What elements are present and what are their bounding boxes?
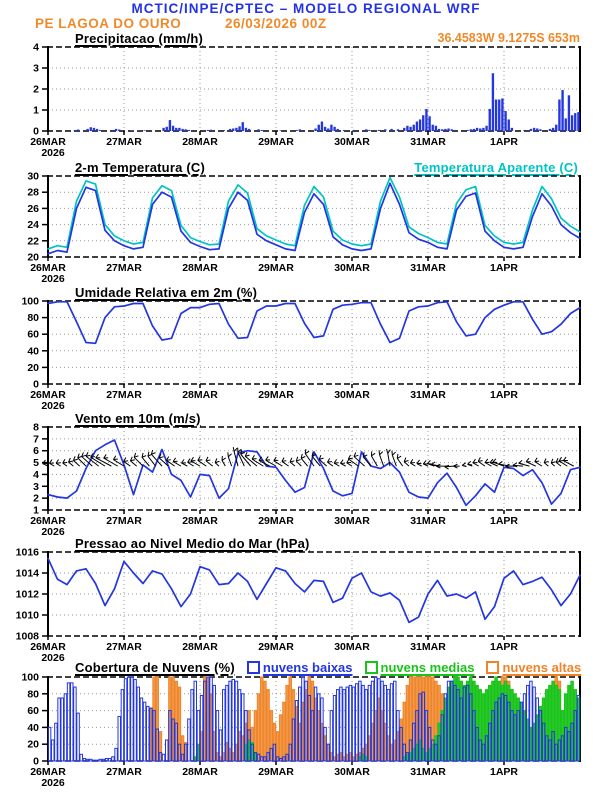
svg-text:7: 7 [33,433,39,446]
svg-text:4: 4 [33,41,39,54]
legend-label-low-clouds: nuvens baixas [262,660,353,675]
svg-text:5: 5 [33,457,39,470]
svg-text:1APR: 1APR [489,262,519,274]
svg-text:31MAR: 31MAR [410,515,446,527]
temperature-title: 2-m Temperatura (C) [75,160,205,175]
low-clouds-swatch-icon [247,661,260,674]
svg-text:31MAR: 31MAR [410,766,446,778]
svg-text:20: 20 [27,361,39,374]
humidity-chart [0,295,612,412]
svg-text:30MAR: 30MAR [334,136,370,148]
svg-text:24: 24 [27,219,39,232]
svg-text:28: 28 [27,186,39,199]
svg-text:28MAR: 28MAR [182,136,218,148]
svg-text:100: 100 [21,671,39,684]
svg-text:1APR: 1APR [489,766,519,778]
svg-text:28MAR: 28MAR [182,766,218,778]
svg-text:27MAR: 27MAR [106,766,142,778]
apparent-temperature-title: Temperatura Aparente (C) [414,160,578,175]
legend-label-mid-clouds: nuvens medias [380,660,475,675]
svg-text:28MAR: 28MAR [182,262,218,274]
svg-text:2: 2 [33,83,39,96]
svg-text:60: 60 [27,328,39,341]
svg-text:26MAR: 26MAR [30,766,66,778]
svg-text:1: 1 [33,104,39,117]
svg-text:0: 0 [33,378,39,391]
svg-text:40: 40 [27,721,39,734]
precipitation-chart [0,41,612,159]
svg-text:27MAR: 27MAR [106,515,142,527]
station-name: PE LAGOA DO OURO [35,16,182,31]
svg-text:31MAR: 31MAR [410,389,446,401]
svg-text:6: 6 [33,445,39,458]
svg-text:1014: 1014 [15,567,39,580]
svg-text:2026: 2026 [41,400,65,412]
svg-text:3: 3 [33,480,39,493]
legend-item-high-clouds [486,660,581,675]
svg-text:1APR: 1APR [489,515,519,527]
svg-text:31MAR: 31MAR [410,136,446,148]
svg-text:80: 80 [27,688,39,701]
svg-text:20: 20 [27,738,39,751]
svg-text:29MAR: 29MAR [258,766,294,778]
legend-label-high-clouds: nuvens altas [502,660,582,675]
svg-text:100: 100 [21,295,39,308]
svg-text:1APR: 1APR [489,641,519,653]
svg-text:29MAR: 29MAR [258,136,294,148]
svg-text:30MAR: 30MAR [334,766,370,778]
cloud-cover-title: Cobertura de Nuvens (%) [75,660,235,675]
svg-text:29MAR: 29MAR [258,389,294,401]
svg-text:28MAR: 28MAR [182,389,218,401]
pressure-title: Pressao ao Nivel Medio do Mar (hPa) [75,536,310,551]
svg-text:27MAR: 27MAR [106,641,142,653]
model-title: MCTIC/INPE/CPTEC – MODELO REGIONAL WRF [131,1,481,16]
svg-text:26MAR: 26MAR [30,389,66,401]
svg-text:31MAR: 31MAR [410,641,446,653]
svg-text:3: 3 [33,62,39,75]
svg-text:2: 2 [33,492,39,505]
svg-text:26: 26 [27,202,39,215]
svg-text:2026: 2026 [41,526,65,538]
svg-text:28MAR: 28MAR [182,515,218,527]
svg-text:2026: 2026 [41,777,65,789]
svg-text:20: 20 [27,251,39,264]
svg-text:30: 30 [27,170,39,183]
high-clouds-swatch-icon [486,661,499,674]
svg-text:30MAR: 30MAR [334,641,370,653]
svg-text:31MAR: 31MAR [410,262,446,274]
svg-text:26MAR: 26MAR [30,515,66,527]
station-coords: 36.4583W 9.1275S 653m [437,31,580,45]
mid-clouds-swatch-icon [365,661,378,674]
cloud-cover-chart [0,671,612,789]
pressure-chart [0,546,612,664]
svg-text:60: 60 [27,705,39,718]
svg-text:1012: 1012 [15,588,39,601]
svg-text:27MAR: 27MAR [106,389,142,401]
humidity-title: Umidade Relativa em 2m (%) [75,285,258,300]
cloud-legend [75,660,581,675]
svg-text:29MAR: 29MAR [258,641,294,653]
svg-text:22: 22 [27,235,39,248]
svg-text:26MAR: 26MAR [30,641,66,653]
svg-text:29MAR: 29MAR [258,262,294,274]
wind-title: Vento em 10m (m/s) [75,411,201,426]
svg-text:8: 8 [33,421,39,434]
svg-text:1APR: 1APR [489,389,519,401]
run-datetime: 26/03/2026 00Z [225,16,327,31]
svg-text:27MAR: 27MAR [106,262,142,274]
svg-text:30MAR: 30MAR [334,515,370,527]
svg-text:30MAR: 30MAR [334,389,370,401]
wind-chart [0,421,612,538]
svg-text:2026: 2026 [41,273,65,285]
svg-text:2026: 2026 [41,652,65,664]
svg-text:80: 80 [27,312,39,325]
svg-text:1: 1 [33,504,39,517]
svg-text:1010: 1010 [15,609,39,622]
svg-text:2026: 2026 [41,147,65,159]
svg-text:1008: 1008 [15,630,39,643]
precipitation-title: Precipitacao (mm/h) [75,31,204,46]
svg-text:1016: 1016 [15,546,39,559]
svg-text:1APR: 1APR [489,136,519,148]
svg-text:0: 0 [33,125,39,138]
svg-text:27MAR: 27MAR [106,136,142,148]
legend-item-mid-clouds [365,660,475,675]
svg-text:26MAR: 26MAR [30,136,66,148]
svg-text:40: 40 [27,345,39,358]
svg-text:28MAR: 28MAR [182,641,218,653]
svg-text:4: 4 [33,468,39,481]
legend-item-low-clouds [247,660,353,675]
svg-text:30MAR: 30MAR [334,262,370,274]
temperature-chart [0,170,612,285]
svg-text:26MAR: 26MAR [30,262,66,274]
svg-text:29MAR: 29MAR [258,515,294,527]
svg-text:0: 0 [33,755,39,768]
